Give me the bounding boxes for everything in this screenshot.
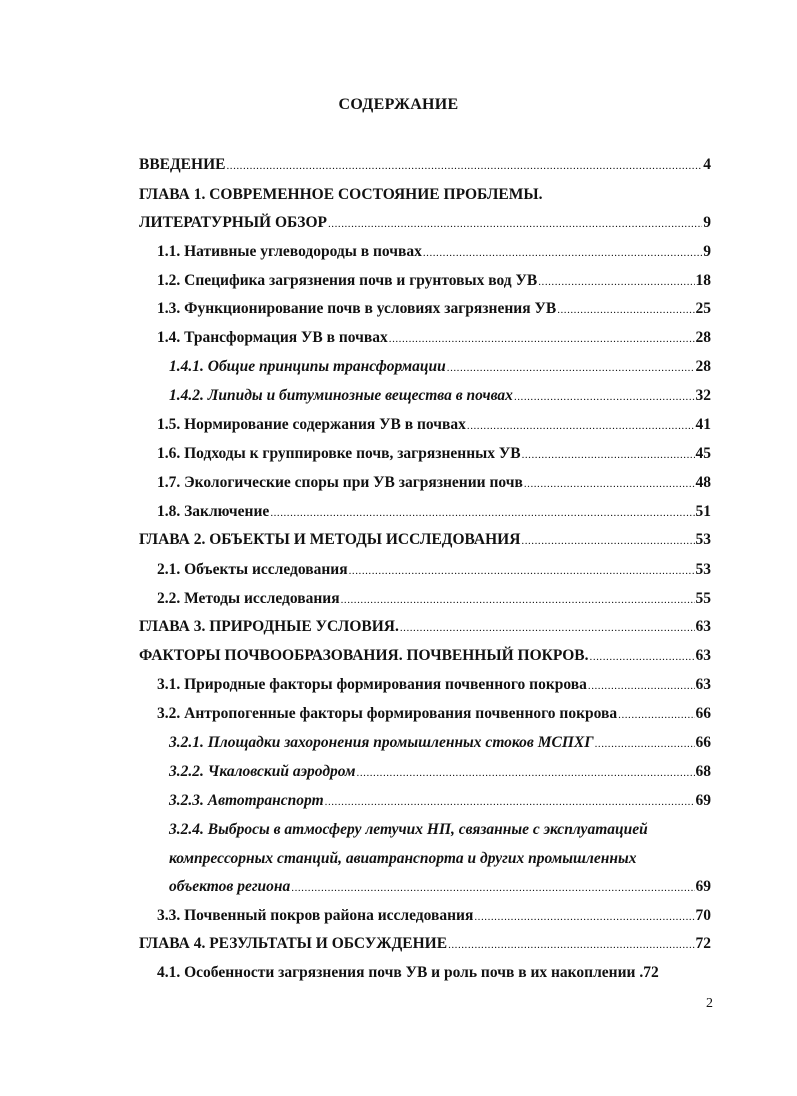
toc-entry-label: 3.2.2. Чкаловский аэродром: [169, 763, 356, 780]
toc-entry-1-4-2[interactable]: [169, 386, 711, 407]
toc-entry-1-4-1[interactable]: [169, 357, 711, 378]
toc-entry-4-1[interactable]: [157, 963, 711, 983]
toc-entry-label: ЛИТЕРАТУРНЫЙ ОБЗОР: [139, 214, 327, 231]
toc-entry-page: 51: [695, 503, 711, 520]
toc-entry-page: 63: [695, 618, 711, 635]
dot-leader: [538, 272, 694, 292]
dot-leader: [588, 676, 695, 696]
toc-entry-1-5[interactable]: [157, 415, 711, 436]
toc-entry-chapter-2[interactable]: [139, 530, 711, 551]
dot-leader: [618, 705, 694, 725]
toc-entry-2-1[interactable]: [157, 560, 711, 581]
toc-entry-label: ФАКТОРЫ ПОЧВООБРАЗОВАНИЯ. ПОЧВЕННЫЙ ПОКРОВ.: [139, 647, 589, 664]
toc-entry-label: ГЛАВА 3. ПРИРОДНЫЕ УСЛОВИЯ.: [139, 618, 399, 635]
toc-entry-label: 1.4.2. Липиды и битуминозные вещества в почвах: [169, 387, 513, 404]
toc-entry-label: 1.3. Функционирование почв в условиях загрязнения УВ: [157, 300, 557, 317]
toc-entry-1-7[interactable]: [157, 473, 711, 494]
toc-entry-page: 4: [703, 156, 711, 173]
toc-entry-page: 9: [703, 243, 711, 260]
dot-leader: [389, 329, 695, 349]
toc-entry-3-2-3[interactable]: [169, 791, 711, 812]
toc-entry-page: 66: [695, 705, 711, 722]
toc-entry-page: 69: [695, 792, 711, 809]
toc-entry-label: ГЛАВА 4. РЕЗУЛЬТАТЫ И ОБСУЖДЕНИЕ: [139, 935, 448, 952]
toc-entry-page: 63: [695, 676, 711, 693]
dot-leader: [328, 214, 702, 234]
toc-entry-chapter-4[interactable]: [139, 934, 711, 955]
toc-entry-chapter-3-cont[interactable]: [139, 646, 711, 667]
toc-entry-1-2[interactable]: [157, 271, 711, 292]
toc-entry-label: 1.8. Заключение: [157, 503, 270, 520]
dot-leader: [400, 618, 695, 638]
toc-entry-page: 28: [695, 329, 711, 346]
dot-leader: [325, 792, 695, 812]
toc-entry-page: 55: [695, 590, 711, 607]
toc-entry-label: 1.6. Подходы к группировке почв, загрязненных УВ: [157, 445, 521, 462]
toc-entry-page: 45: [695, 445, 711, 462]
toc-entry-page: 53: [695, 531, 711, 548]
dot-leader: [557, 300, 694, 320]
toc-entry-chapter-1[interactable]: [139, 213, 711, 234]
toc-entry-page: 18: [695, 272, 711, 289]
toc-entry-page: 25: [695, 300, 711, 317]
toc-entry-label: ГЛАВА 2. ОБЪЕКТЫ И МЕТОДЫ ИССЛЕДОВАНИЯ: [139, 531, 521, 548]
dot-leader: [590, 647, 695, 667]
toc-entry-3-1[interactable]: [157, 675, 711, 696]
dot-leader: [423, 243, 702, 263]
toc-entry-label: 1.1. Нативные углеводороды в почвах: [157, 243, 422, 260]
dot-leader: [521, 531, 694, 551]
toc-entry-3-2-4-line-2[interactable]: компрессорных станций, авиатранспорта и других промышленных: [169, 850, 637, 867]
toc-entry-1-4[interactable]: [157, 328, 711, 349]
dot-leader: [474, 907, 694, 927]
toc-entry-1-8[interactable]: [157, 502, 711, 523]
toc-entry-1-6[interactable]: [157, 444, 711, 465]
dot-leader: [467, 416, 695, 436]
toc-entry-label: 1.5. Нормирование содержания УВ в почвах: [157, 416, 466, 433]
toc-entry-chapter-3[interactable]: [139, 617, 711, 638]
toc-entry-page: 68: [695, 763, 711, 780]
toc-entry-1-3[interactable]: [157, 299, 711, 320]
dot-leader: [291, 878, 694, 898]
toc-entry-introduction[interactable]: [139, 155, 711, 176]
toc-entry-page: 32: [695, 387, 711, 404]
toc-entry-page: 72: [643, 964, 659, 981]
dot-leader: [357, 763, 695, 783]
toc-entry-label: 3.2. Антропогенные факторы формирования почвенного покрова: [157, 705, 618, 722]
page-number: 2: [706, 996, 713, 1011]
toc-entry-3-2-2[interactable]: [169, 762, 711, 783]
toc-entry-page: 53: [695, 561, 711, 578]
toc-entry-page: 48: [695, 474, 711, 491]
toc-entry-label: 3.2.1. Площадки захоронения промышленных стоков МСПХГ: [169, 734, 594, 751]
toc-entry-label: ВВЕДЕНИЕ: [139, 156, 226, 173]
toc-entry-label: 1.4. Трансформация УВ в почвах: [157, 329, 388, 346]
toc-entry-label: 2.1. Объекты исследования: [157, 561, 348, 578]
toc-entry-label: 3.1. Природные факторы формирования почвенного покрова: [157, 676, 587, 693]
dot-leader: [595, 734, 695, 754]
dot-leader: [447, 358, 695, 378]
toc-entry-page: 72: [695, 935, 711, 952]
dot-leader: [514, 387, 695, 407]
dot-leader: [341, 590, 695, 610]
dot-leader: [349, 561, 695, 581]
toc-entry-label: 4.1. Особенности загрязнения почв УВ и роль почв в их накоплении .: [157, 964, 644, 981]
toc-entry-label: ГЛАВА 1. СОВРЕМЕННОЕ СОСТОЯНИЕ ПРОБЛЕМЫ.: [139, 186, 543, 203]
toc-entry-label: 1.2. Специфика загрязнения почв и грунтовых вод УВ: [157, 272, 538, 289]
toc-entry-page: 28: [695, 358, 711, 375]
toc-entry-page: 70: [695, 907, 711, 924]
toc-entry-3-2-4-line-1[interactable]: 3.2.4. Выбросы в атмосферу летучих НП, связанные с эксплуатацией: [169, 821, 648, 838]
toc-entry-label: 2.2. Методы исследования: [157, 590, 340, 607]
toc-entry-label: 3.2.3. Автотранспорт: [169, 792, 324, 809]
toc-entry-3-3[interactable]: [157, 906, 711, 927]
toc-entry-label: 3.3. Почвенный покров района исследования: [157, 907, 474, 924]
page-title: СОДЕРЖАНИЕ: [338, 96, 459, 113]
toc-entry-label: 1.4.1. Общие принципы трансформации: [169, 358, 446, 375]
dot-leader: [270, 503, 694, 523]
dot-leader: [524, 474, 695, 494]
dot-leader: [448, 935, 694, 955]
dot-leader: [226, 156, 702, 176]
toc-entry-page: 63: [695, 647, 711, 664]
toc-entry-page: 69: [695, 878, 711, 895]
toc-entry-page: 9: [703, 214, 711, 231]
toc-entry-3-2[interactable]: [157, 704, 711, 725]
toc-entry-3-2-4[interactable]: [169, 877, 711, 898]
toc-entry-2-2[interactable]: [157, 589, 711, 610]
toc-entry-3-2-1[interactable]: [169, 733, 711, 754]
toc-entry-label: 1.7. Экологические споры при УВ загрязнении почв: [157, 474, 523, 491]
toc-entry-1-1[interactable]: [157, 242, 711, 263]
toc-entry-page: 66: [695, 734, 711, 751]
dot-leader: [522, 445, 695, 465]
toc-entry-chapter-1-heading[interactable]: [139, 185, 711, 205]
toc-entry-label: объектов региона: [169, 878, 291, 895]
toc-entry-page: 41: [695, 416, 711, 433]
